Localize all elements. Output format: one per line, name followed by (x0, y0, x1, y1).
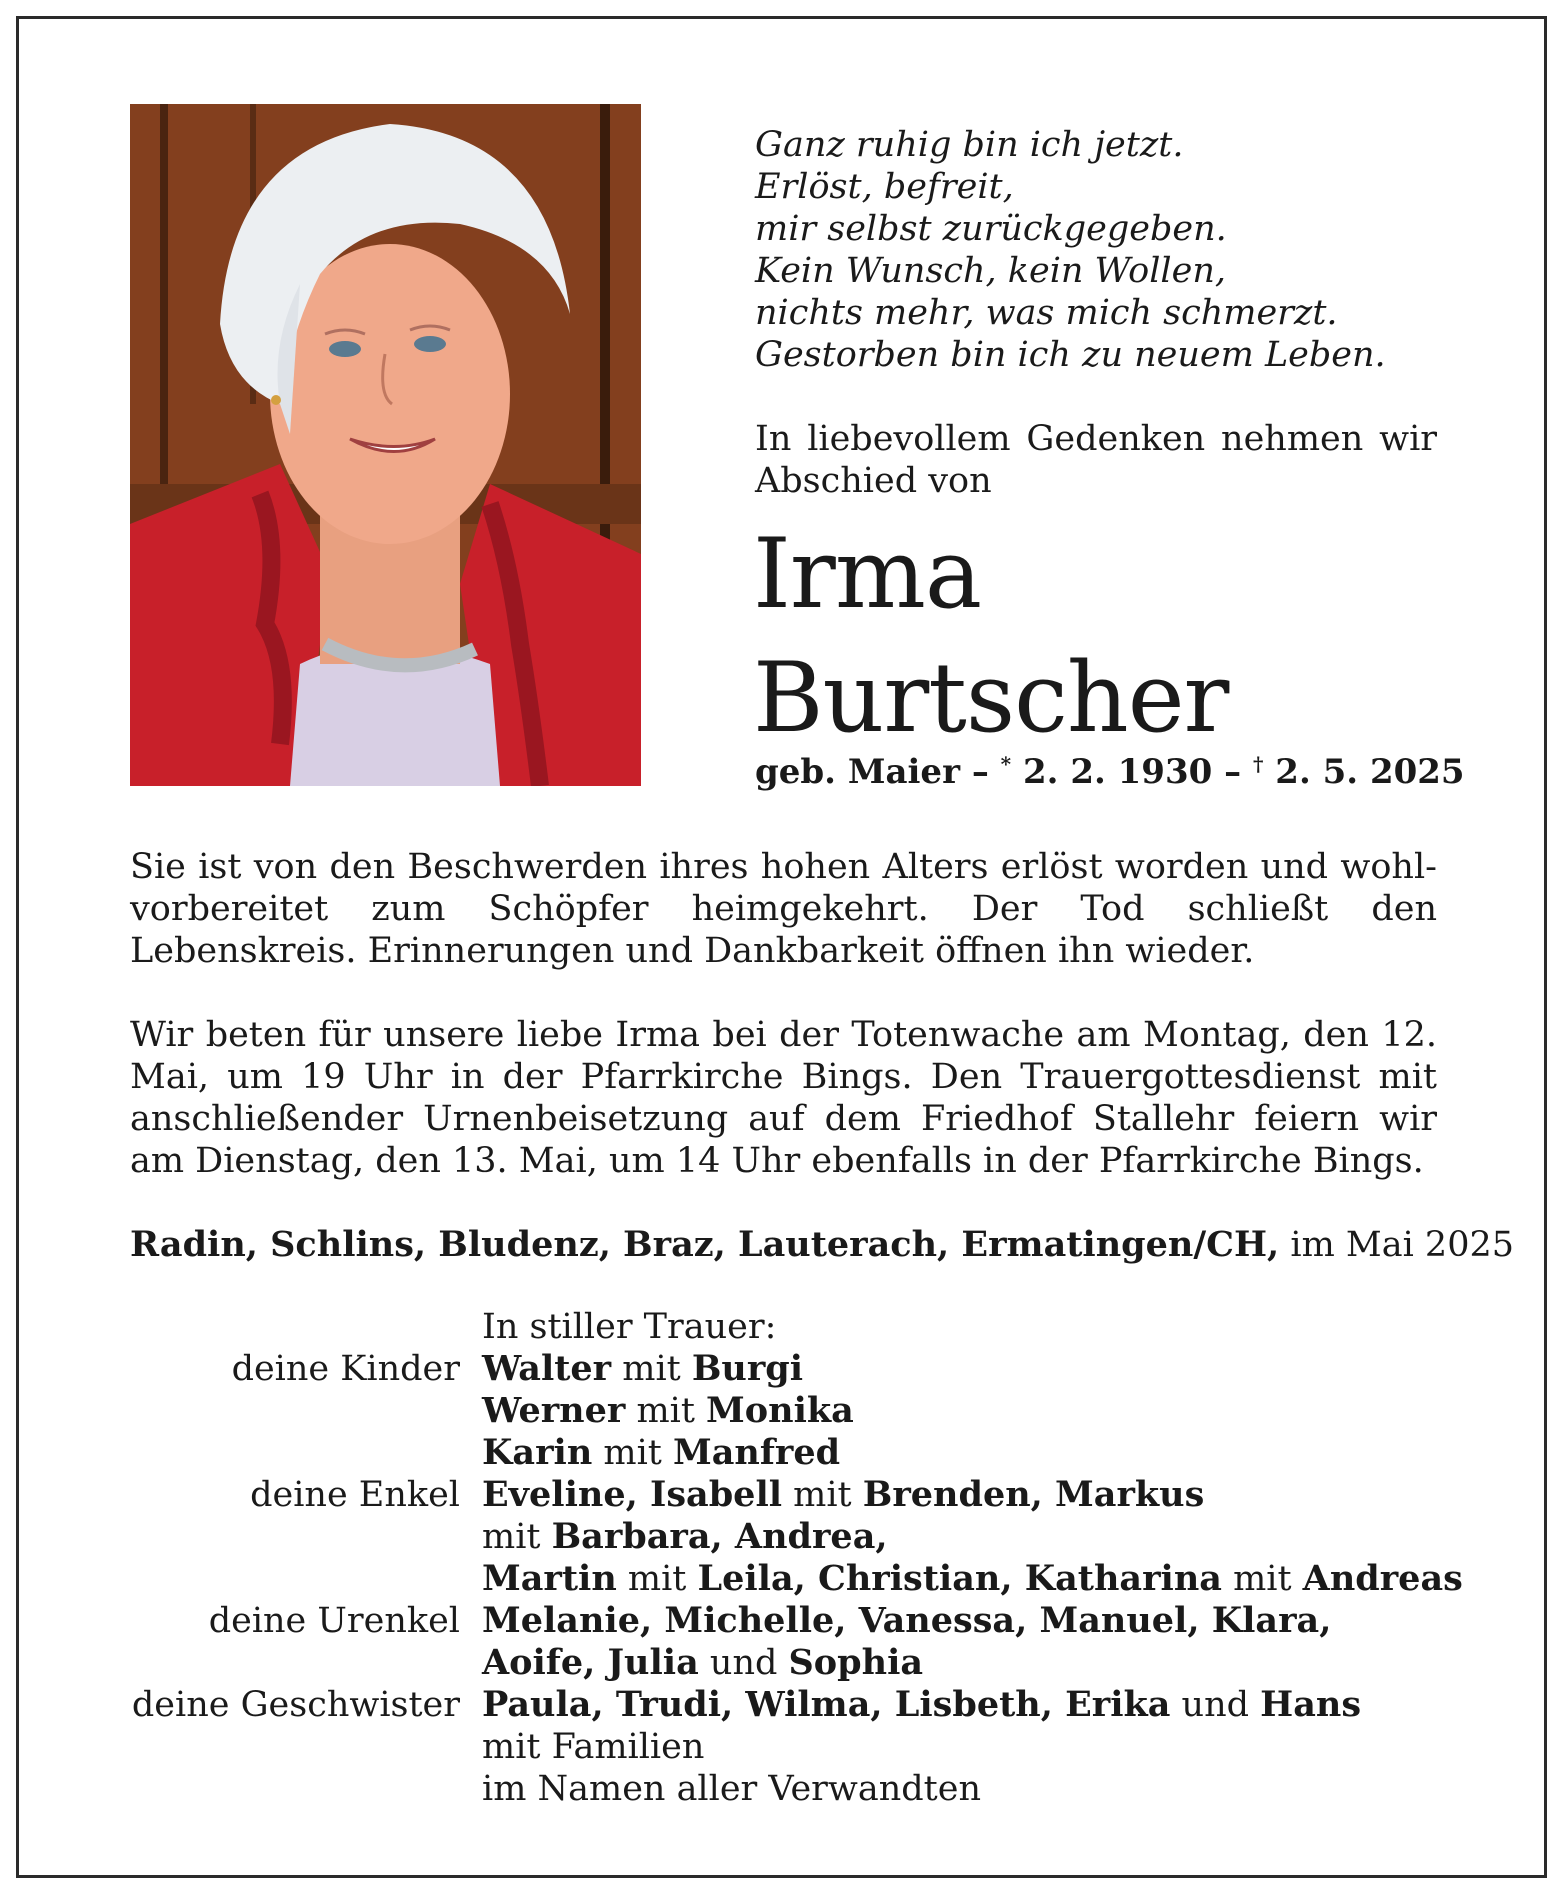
mourner-row (130, 1348, 1470, 1390)
mourner-row (130, 1390, 1470, 1432)
mourner-name: Barbara, Andrea, (551, 1516, 888, 1557)
mourner-name: Martin (482, 1558, 617, 1599)
connector-text: mit (592, 1433, 673, 1473)
connector-text: mit (611, 1349, 692, 1389)
relation-names (482, 1558, 1470, 1600)
mourners-heading: In stiller Trauer: (482, 1307, 777, 1347)
places-date: im Mai 2025 (1290, 1225, 1514, 1265)
poem-line: Erlöst, befreit, (755, 167, 1014, 207)
relation-label: deine Geschwister (131, 1685, 460, 1725)
poem-line: Kein Wunsch, kein Wollen, (755, 251, 1226, 291)
relation-names (482, 1600, 1470, 1642)
relation-label (130, 1432, 482, 1474)
birth-date: 2. 2. 1930 (1022, 752, 1213, 792)
relation-label (130, 1642, 482, 1684)
mourner-rows (130, 1348, 1470, 1810)
relation-names (482, 1348, 1470, 1390)
connector-text: mit (625, 1391, 707, 1431)
relation-names (482, 1642, 1470, 1684)
mourner-row (130, 1600, 1470, 1642)
separator: – (971, 752, 989, 792)
places-towns: Radin, Schlins, Bludenz, Braz, Lauterach, Ermatingen/CH, (130, 1224, 1280, 1265)
relation-names (482, 1432, 1470, 1474)
last-name: Burtscher (753, 642, 1229, 754)
relation-label (130, 1768, 482, 1810)
intro-text: In liebevollem Gedenken nehmen wir Abschied von (755, 419, 1437, 501)
connector-text: und (698, 1643, 789, 1683)
mourner-name: Hans (1260, 1684, 1362, 1725)
poem-line: Gestorben bin ich zu neuem Leben. (755, 335, 1386, 375)
poem-line: Ganz ruhig bin ich jetzt. (755, 125, 1184, 165)
relation-names (482, 1768, 1470, 1810)
mourner-name: Manfred (672, 1432, 841, 1473)
mourner-name: Aoife, Julia (482, 1642, 699, 1683)
relation-label (130, 1726, 482, 1768)
mourner-row (130, 1558, 1470, 1600)
connector-text: mit Familien (482, 1727, 705, 1767)
connector-text: mit (616, 1559, 698, 1599)
relation-names (482, 1390, 1470, 1432)
poem-line: nichts mehr, was mich schmerzt. (755, 293, 1338, 333)
relation-label (130, 1516, 482, 1558)
relation-names (482, 1726, 1470, 1768)
connector-text: und (1170, 1685, 1261, 1725)
connector-text: mit (782, 1475, 863, 1515)
relation-label: deine Enkel (250, 1475, 460, 1515)
paragraph-life: Sie ist von den Beschwerden ihres hohen Alters erlöst worden und wohlvorbereitet zum Schöpfer heimgekehrt. Der Tod schließt den Lebenskreis. Erinnerungen und Dankbarkeit öffnen ihn wieder. (130, 847, 1437, 971)
relation-label (130, 1390, 482, 1432)
mourner-row (130, 1432, 1470, 1474)
mourner-row (130, 1474, 1470, 1516)
mourner-name: Burgi (691, 1348, 804, 1389)
death-date: 2. 5. 2025 (1275, 752, 1465, 792)
connector-text: mit (482, 1517, 552, 1557)
mourner-row (130, 1684, 1470, 1726)
relation-label: deine Kinder (231, 1349, 460, 1389)
places-line (130, 1224, 1514, 1265)
relation-names (482, 1516, 1470, 1558)
mourner-name: Eveline, Isabell (482, 1474, 783, 1515)
mourner-name: Walter (482, 1348, 612, 1389)
mourner-name: Sophia (788, 1642, 924, 1683)
mourner-name: Paula, Trudi, Wilma, Lisbeth, Erika (482, 1684, 1171, 1725)
mourners-block (130, 1306, 1470, 1810)
connector-text: mit (1221, 1559, 1303, 1599)
mourner-name: Monika (706, 1390, 854, 1431)
first-name: Irma (753, 518, 982, 630)
relation-names (482, 1474, 1470, 1516)
relation-label (130, 1558, 482, 1600)
mourner-row (130, 1516, 1470, 1558)
poem-line: mir selbst zurückgegeben. (755, 209, 1227, 249)
mourner-name: Karin (482, 1432, 593, 1473)
birth-mark: * (1000, 752, 1012, 776)
mourner-name: Werner (482, 1390, 626, 1431)
relation-label: deine Urenkel (208, 1601, 460, 1641)
life-dates (755, 752, 1465, 792)
death-mark: † (1252, 752, 1264, 776)
mourner-name: Brenden, Markus (862, 1474, 1205, 1515)
poem (755, 124, 1455, 376)
birth-name: geb. Maier (755, 752, 960, 792)
mourner-row (130, 1768, 1470, 1810)
portrait-photo (130, 104, 641, 786)
mourner-row (130, 1726, 1470, 1768)
mourner-row (130, 1642, 1470, 1684)
paragraph-service: Wir beten für unsere liebe Irma bei der Totenwache am Montag, den 12. Mai, um 19 Uhr in der Pfarrkirche Bings. Den Trauergottesdienst mit anschließender Urnenbeisetzung auf dem Friedhof Stallehr feiern wir am Dienstag, den 13. Mai, um 14 Uhr ebenfalls in der Pfarrkirche Bings. (130, 1015, 1437, 1181)
mourner-name: Andreas (1302, 1558, 1463, 1599)
deceased-name (753, 512, 1228, 760)
mourner-name: Leila, Christian, Katharina (697, 1558, 1222, 1599)
connector-text: im Namen aller Verwandten (482, 1769, 981, 1809)
mourner-name: Melanie, Michelle, Vanessa, Manuel, Klara, (482, 1600, 1332, 1641)
separator: – (1224, 752, 1242, 792)
mourners-heading-row (130, 1306, 1470, 1348)
relation-names (482, 1684, 1470, 1726)
